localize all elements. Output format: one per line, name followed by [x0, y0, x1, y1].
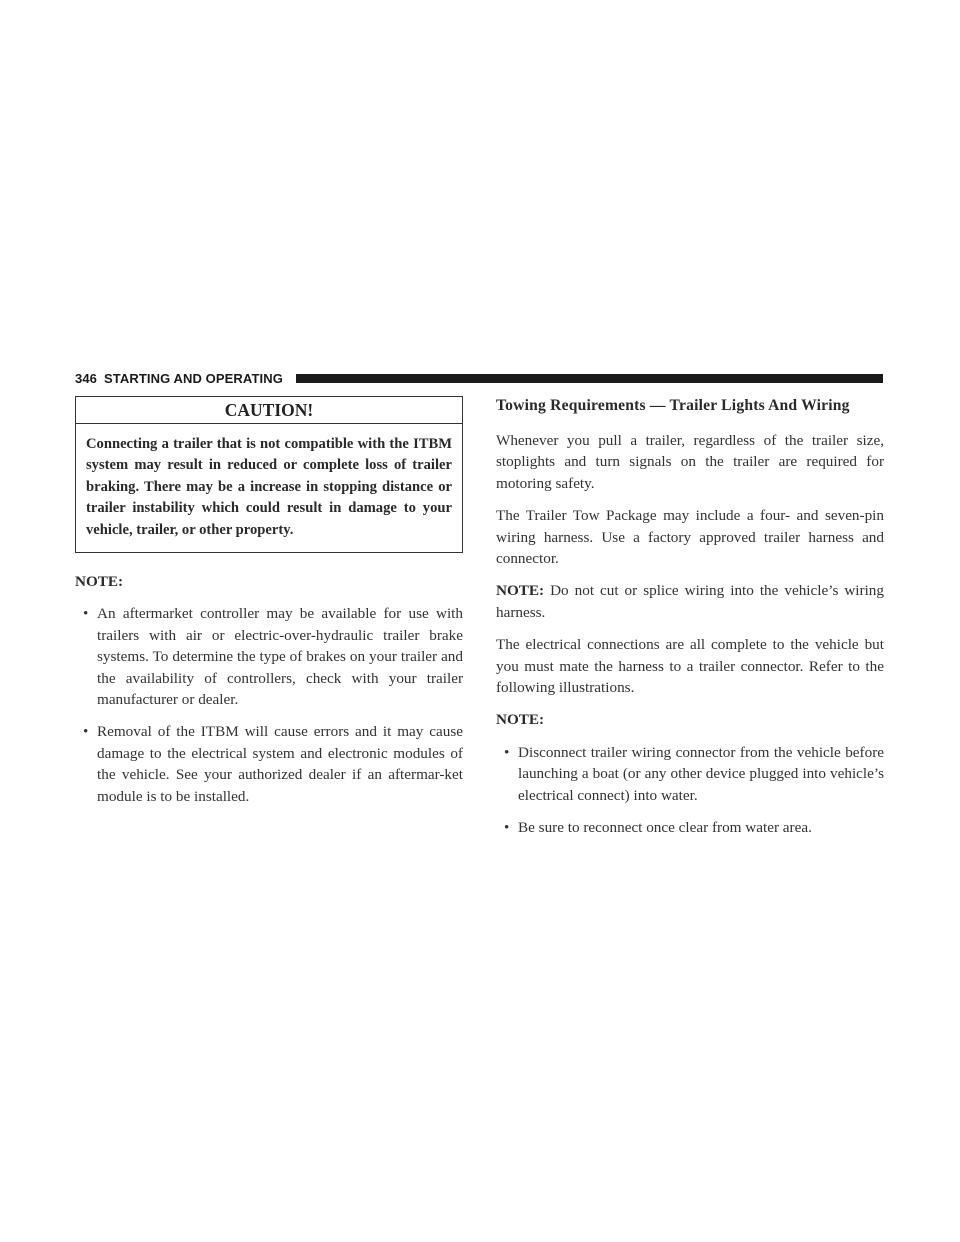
- bullet-icon: •: [83, 605, 89, 623]
- section-title: STARTING AND OPERATING: [104, 370, 283, 386]
- caution-text: Connecting a trailer that is not compatible with the ITBM system may result in reduced or complete loss of trailer braking. There may be a increase in stopping distance or trailer instability which could result in damage to your vehicle, trailer, or other property.: [86, 436, 452, 538]
- left-column: [75, 396, 463, 807]
- note-label: NOTE:: [75, 573, 124, 591]
- list-item-text: Be sure to reconnect once clear from water area.: [518, 819, 812, 837]
- page-number: 346: [75, 370, 97, 386]
- list-item: [496, 817, 884, 838]
- list-item: [75, 721, 463, 807]
- paragraph: Whenever you pull a trailer, regardless of the trailer size, stoplights and turn signals on the trailer are required for motoring safety.: [496, 432, 884, 492]
- caution-box: [75, 396, 463, 553]
- list-item: [496, 742, 884, 806]
- list-item-text: An aftermarket controller may be available for use with trailers with air or electric-over-hydraulic trailer brake systems. To determine the type of brakes on your trailer and the availability of controllers, check with your trailer manufacturer or dealer.: [97, 605, 463, 709]
- page-header: [75, 370, 883, 386]
- paragraph: The Trailer Tow Package may include a four- and seven-pin wiring harness. Use a factory approved trailer harness and connector.: [496, 507, 884, 568]
- note-paragraph: [496, 580, 884, 623]
- header-rule: [296, 374, 883, 383]
- bullet-icon: •: [83, 723, 89, 741]
- note-bullet-list: [75, 603, 463, 807]
- list-item-text: Disconnect trailer wiring connector from the vehicle before launching a boat (or any other device plugged into vehicle’s electrical connect) into water.: [518, 743, 884, 804]
- paragraph: The electrical connections are all complete to the vehicle but you must mate the harness to a trailer connector. Refer to the following illustrations.: [496, 636, 884, 697]
- bullet-icon: •: [504, 743, 510, 761]
- section-heading: Towing Requirements — Trailer Lights And Wiring: [496, 397, 850, 414]
- note-bullet-list: [496, 742, 884, 839]
- bullet-icon: •: [504, 819, 510, 837]
- right-column: [496, 396, 884, 839]
- list-item-text: Removal of the ITBM will cause errors and it may cause damage to the electrical system and electronic modules of the vehicle. See your authorized dealer if an aftermar-ket module is to be installed.: [97, 723, 463, 805]
- caution-title: CAUTION!: [76, 397, 462, 424]
- list-item: [75, 603, 463, 710]
- note-label: NOTE:: [496, 711, 545, 729]
- note-inline-label: NOTE:: [496, 582, 545, 600]
- note-inline-text: Do not cut or splice wiring into the vehicle’s wiring harness.: [496, 582, 884, 621]
